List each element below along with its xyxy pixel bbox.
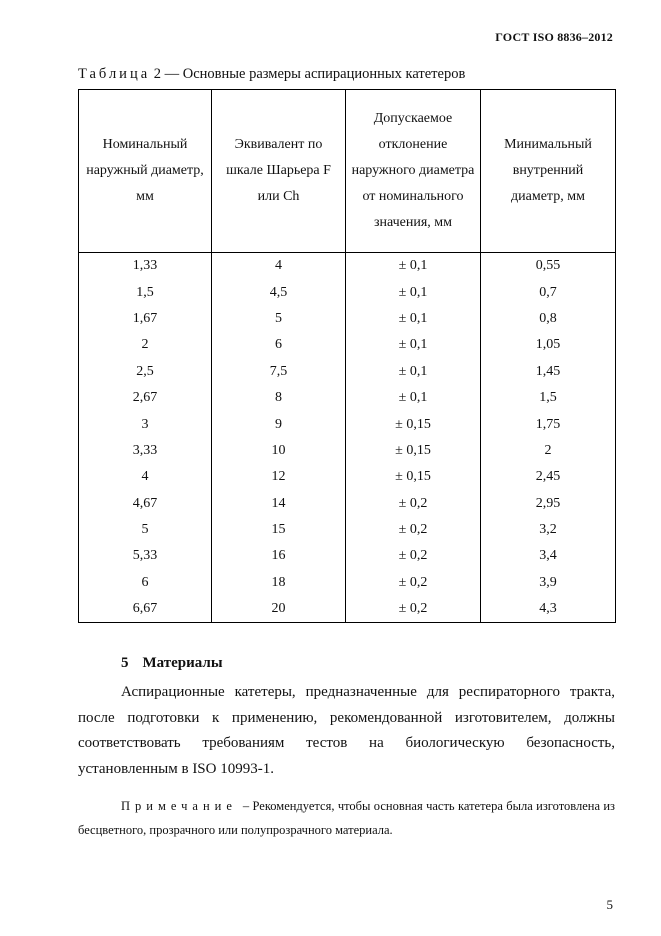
table-cell: 5 bbox=[79, 517, 212, 543]
table-row bbox=[79, 464, 616, 490]
table-cell: 4 bbox=[212, 253, 346, 280]
table-cell: 3,33 bbox=[79, 438, 212, 464]
table-cell: 6 bbox=[79, 570, 212, 596]
table-cell: ± 0,1 bbox=[346, 279, 481, 305]
table-cell: 12 bbox=[212, 464, 346, 490]
catheter-dimensions-table bbox=[78, 89, 616, 623]
page-number: 5 bbox=[606, 897, 613, 912]
table-row bbox=[79, 411, 616, 437]
table-cell: 3 bbox=[79, 411, 212, 437]
note-label: Примечание bbox=[121, 799, 237, 813]
table-cell: 3,2 bbox=[481, 517, 616, 543]
table-cell: ± 0,15 bbox=[346, 438, 481, 464]
table-row bbox=[79, 306, 616, 332]
header-min-inner-diameter: Минимальный внутренний диаметр, мм bbox=[481, 90, 616, 253]
table-cell: 10 bbox=[212, 438, 346, 464]
table-cell: ± 0,1 bbox=[346, 359, 481, 385]
table-caption-label: Таблица bbox=[78, 66, 151, 82]
table-cell: 2,5 bbox=[79, 359, 212, 385]
table-cell: 0,55 bbox=[481, 253, 616, 280]
table-cell: 3,4 bbox=[481, 543, 616, 569]
table-cell: 3,9 bbox=[481, 570, 616, 596]
table-cell: 6 bbox=[212, 332, 346, 358]
table-cell: ± 0,1 bbox=[346, 385, 481, 411]
table-cell: 9 bbox=[212, 411, 346, 437]
table-cell: 4,67 bbox=[79, 491, 212, 517]
table-cell: 1,5 bbox=[481, 385, 616, 411]
header-tolerance: Допускаемое отклонение наружного диаметра от номинального значения, мм bbox=[346, 90, 481, 253]
table-caption-text: 2 — Основные размеры аспирационных катетеров bbox=[153, 66, 466, 82]
table-row bbox=[79, 517, 616, 543]
table-row bbox=[79, 438, 616, 464]
table-cell: 8 bbox=[212, 385, 346, 411]
table-cell: 1,75 bbox=[481, 411, 616, 437]
note-text: – Рекомендуется, чтобы основная часть катетера была изготовлена из бесцветного, прозрачного или полупрозрачного материала. bbox=[78, 799, 615, 837]
table-row bbox=[79, 279, 616, 305]
table-cell: 14 bbox=[212, 491, 346, 517]
table-cell: 1,45 bbox=[481, 359, 616, 385]
table-cell: 1,05 bbox=[481, 332, 616, 358]
table-row bbox=[79, 385, 616, 411]
table-cell: 0,8 bbox=[481, 306, 616, 332]
note bbox=[78, 794, 615, 842]
table-cell: 7,5 bbox=[212, 359, 346, 385]
table-row bbox=[79, 596, 616, 623]
section-paragraph: Аспирационные катетеры, предназначенные для респираторного тракта, после подготовки к применению, рекомендованной изготовителем, должны соответствовать требованиям тестов на биологическую безопасность, установленным в ISO 10993-1. bbox=[78, 684, 615, 777]
table-cell: 15 bbox=[212, 517, 346, 543]
table-cell: ± 0,2 bbox=[346, 543, 481, 569]
table-cell: 1,67 bbox=[79, 306, 212, 332]
section-number: 5 bbox=[121, 655, 129, 671]
table-cell: 2,95 bbox=[481, 491, 616, 517]
table-cell: ± 0,1 bbox=[346, 253, 481, 280]
table-row bbox=[79, 570, 616, 596]
table-cell: ± 0,1 bbox=[346, 332, 481, 358]
table-cell: 0,7 bbox=[481, 279, 616, 305]
table-cell: ± 0,2 bbox=[346, 517, 481, 543]
table-row bbox=[79, 253, 616, 280]
table-cell: 5,33 bbox=[79, 543, 212, 569]
table-cell: 2 bbox=[79, 332, 212, 358]
table-cell: ± 0,15 bbox=[346, 411, 481, 437]
table-cell: 5 bbox=[212, 306, 346, 332]
table-cell: ± 0,2 bbox=[346, 570, 481, 596]
table-cell: 4,3 bbox=[481, 596, 616, 623]
section-heading bbox=[121, 655, 223, 672]
header-nominal-outer-diameter: Номинальный наружный диаметр, мм bbox=[79, 90, 212, 253]
table-header-row bbox=[79, 90, 616, 253]
table-cell: 1,5 bbox=[79, 279, 212, 305]
table-cell: 2,45 bbox=[481, 464, 616, 490]
table-row bbox=[79, 359, 616, 385]
table-cell: 6,67 bbox=[79, 596, 212, 623]
header-charriere-equivalent: Эквивалент по шкале Шарьера F или Ch bbox=[212, 90, 346, 253]
table-cell: 2,67 bbox=[79, 385, 212, 411]
table-cell: 1,33 bbox=[79, 253, 212, 280]
standard-designation: ГОСТ ISO 8836–2012 bbox=[495, 30, 613, 44]
table-row bbox=[79, 491, 616, 517]
table-cell: ± 0,15 bbox=[346, 464, 481, 490]
table-body bbox=[79, 253, 616, 623]
table-cell: 16 bbox=[212, 543, 346, 569]
table-cell: ± 0,1 bbox=[346, 306, 481, 332]
table-caption bbox=[78, 66, 465, 83]
section-title: Материалы bbox=[142, 655, 223, 671]
table-row bbox=[79, 332, 616, 358]
table-cell: 18 bbox=[212, 570, 346, 596]
table-cell: ± 0,2 bbox=[346, 596, 481, 623]
table-cell: 4,5 bbox=[212, 279, 346, 305]
table-cell: 2 bbox=[481, 438, 616, 464]
table-cell: 4 bbox=[79, 464, 212, 490]
table-cell: 20 bbox=[212, 596, 346, 623]
table-cell: ± 0,2 bbox=[346, 491, 481, 517]
table-row bbox=[79, 543, 616, 569]
